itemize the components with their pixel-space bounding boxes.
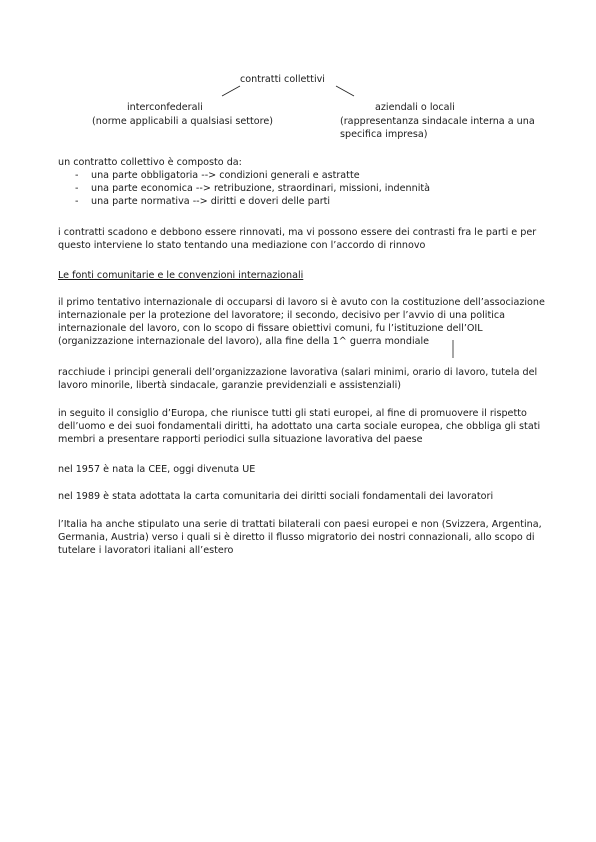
bullet-dash: - xyxy=(75,170,79,181)
bullet-dash: - xyxy=(75,183,79,194)
list-item: - una parte normativa --> diritti e doveri delle parti xyxy=(75,196,331,207)
connector-left-line xyxy=(222,86,240,96)
italy-paragraph: l’Italia ha anche stipulato una serie di trattati bilaterali con paesi europei e non (Svizzera, Argentina, Germania, Austria) verso i quali si è diretto il flusso migratorio dei nostri connazionali, allo scopo di tutelare i lavoratori italiani all’estero xyxy=(58,519,542,556)
renewal-paragraph: i contratti scadono e debbono essere rinnovati, ma vi possono essere dei contrasti fra le parti e per questo interviene lo stato tentando una mediazione con l’accordo di rinnovo xyxy=(58,227,537,251)
diagram-root-label: contratti collettivi xyxy=(240,74,325,85)
council-paragraph: in seguito il consiglio d’Europa, che riunisce tutti gli stati europei, al fine di promuovere il rispetto dell’uomo e dei suoi fondamentali diritti, ha adottato una carta sociale europea, che obbliga gli stati membri a presentare rapporti periodici sulla situazione lavorativa del paese xyxy=(58,408,541,445)
diagram-right-note-line1: (rappresentanza sindacale interna a una xyxy=(340,116,535,127)
oil-paragraph: il primo tentativo internazionale di occuparsi di lavoro si è avuto con la costituzione dell’associazione internazionale per la protezione del lavoratore; il secondo, decisivo per l’avvio di una politica internazionale del lavoro, con lo scopo di fissare obiettivi comuni, fu l’istituzione dell’OIL (organizzazione internazionale del lavoro), alla fine della 1^ guerra mondiale xyxy=(58,297,545,347)
list-item: - una parte obbligatoria --> condizioni generali e astratte xyxy=(75,170,360,181)
diagram-right-note-line2: specifica impresa) xyxy=(340,129,428,140)
cee-paragraph: nel 1957 è nata la CEE, oggi divenuta UE xyxy=(58,464,256,475)
diagram-left-note: (norme applicabili a qualsiasi settore) xyxy=(92,116,274,127)
principles-paragraph: racchiude i principi generali dell’organizzazione lavorativa (salari minimi, orario di lavoro, tutela del lavoro minorile, libertà sindacale, garanzie previdenziali e assistenziali) xyxy=(58,367,538,391)
diagram-left-title: interconfederali xyxy=(127,102,203,113)
composition-list xyxy=(58,169,430,208)
diagram-right-title: aziendali o locali xyxy=(375,102,455,113)
composition-intro: un contratto collettivo è composto da: xyxy=(58,157,242,168)
bullet-dash: - xyxy=(75,196,79,207)
list-item: - una parte economica --> retribuzione, straordinari, missioni, indennità xyxy=(75,183,431,194)
connector-right-line xyxy=(336,86,354,96)
charter-paragraph: nel 1989 è stata adottata la carta comunitaria dei diritti sociali fondamentali dei lavoratori xyxy=(58,491,494,502)
section-heading: Le fonti comunitarie e le convenzioni internazionali xyxy=(58,270,304,281)
